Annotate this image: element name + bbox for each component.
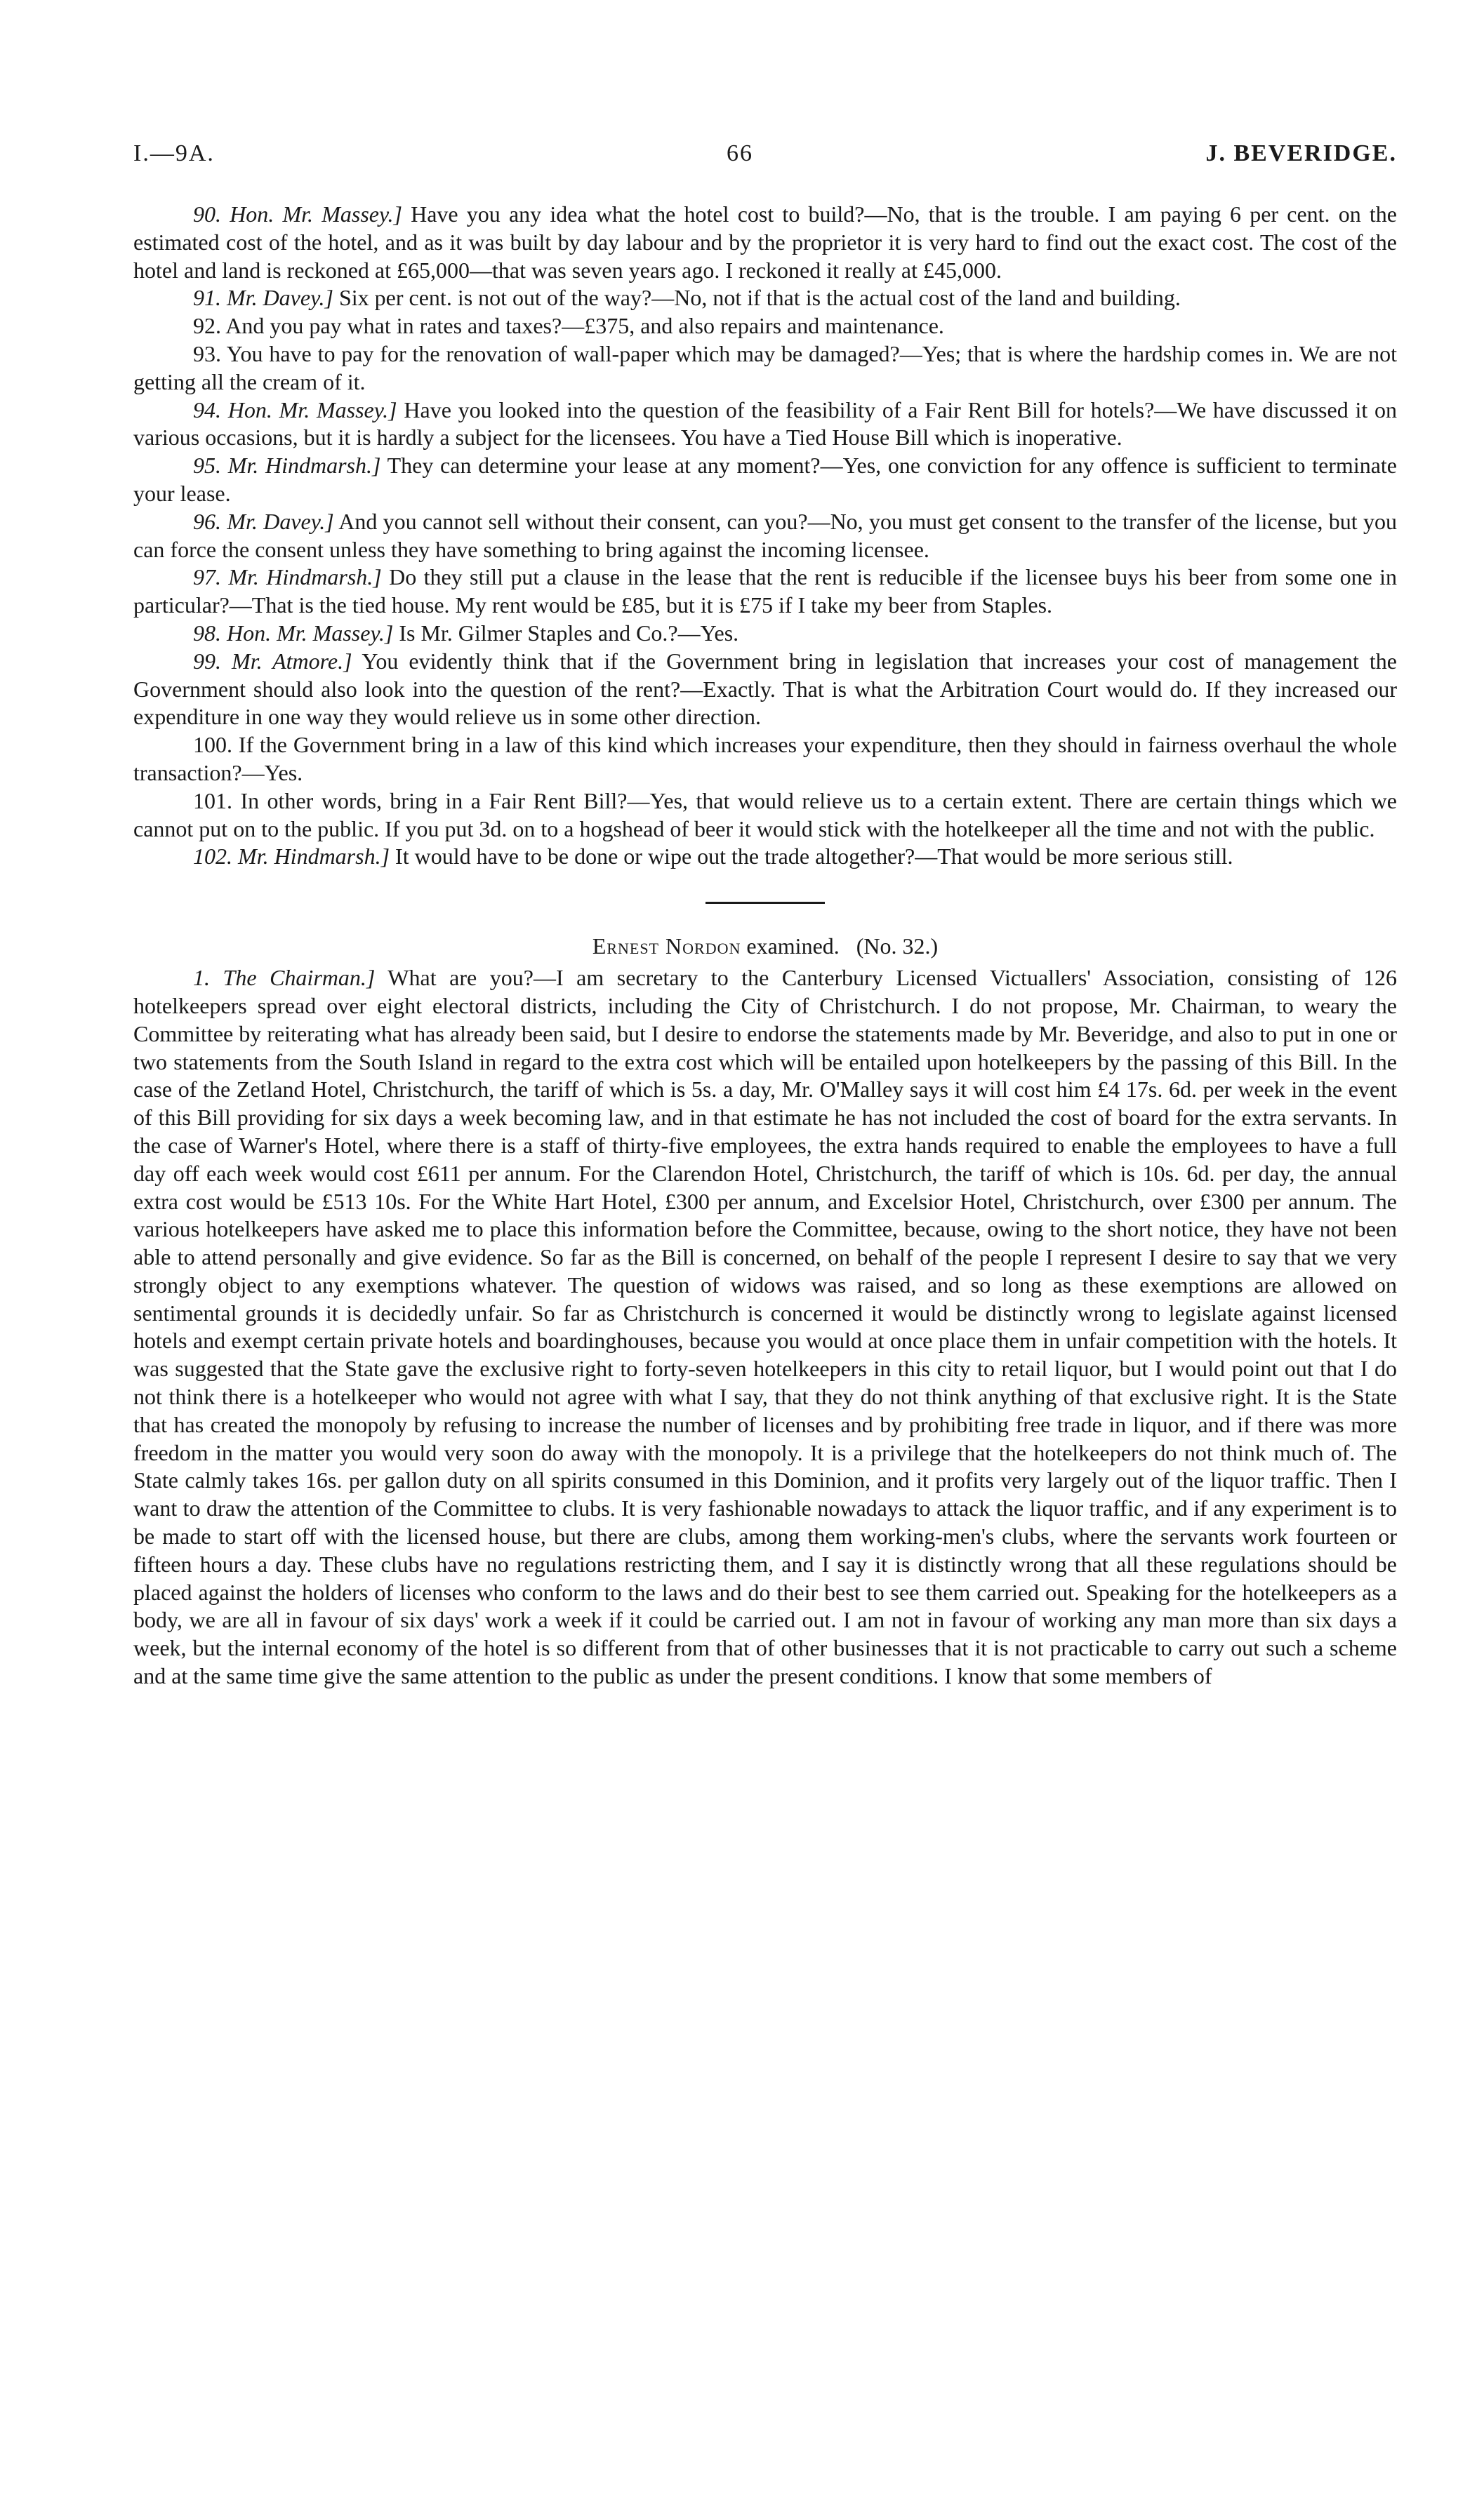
document-reference: I.—9A. xyxy=(133,140,215,166)
question-97 xyxy=(133,564,1397,620)
question-text: Is Mr. Gilmer Staples and Co.?—Yes. xyxy=(393,620,739,646)
question-101 xyxy=(133,787,1397,844)
witness-running-head: J. BEVERIDGE. xyxy=(1205,140,1397,166)
question-text: And you cannot sell without their consent, can you?—No, you must get consent to the transfer of the license, but you can force the consent unless they have something to bring against the incoming licensee. xyxy=(133,508,1398,562)
speaker: 96. Mr. Davey.] xyxy=(193,508,334,534)
speaker: 94. Hon. Mr. Massey.] xyxy=(193,396,397,422)
speaker: 98. Hon. Mr. Massey.] xyxy=(193,620,394,646)
document-page xyxy=(133,140,1397,1691)
speaker: 97. Mr. Hindmarsh.] xyxy=(193,564,382,590)
question-94 xyxy=(133,396,1397,453)
question-98 xyxy=(133,620,1397,648)
question-92 xyxy=(133,312,1397,340)
witness-heading xyxy=(133,932,1397,960)
question-text: They can determine your lease at any moment?—Yes, one conviction for any offence is sufficient to terminate your lease. xyxy=(133,453,1398,506)
page-header xyxy=(133,140,1397,182)
question-91 xyxy=(133,284,1397,312)
witness-number: (No. 32.) xyxy=(856,933,939,959)
question-text: Have you looked into the question of the feasibility of a Fair Rent Bill for hotels?—We have discussed it on various occasions, but it is hardly a subject for the licensees. You have a Tied House Bill which is inoperative. xyxy=(133,396,1398,451)
speaker: 102. Mr. Hindmarsh.] xyxy=(193,844,390,869)
speaker: 1. The Chairman.] xyxy=(193,965,376,991)
question-text: Do they still put a clause in the lease that the rent is reducible if the licensee buys his beer from some one in particular?—That is the tied house. My rent would be £85, but it is £75 if I take my beer from Staples. xyxy=(133,564,1398,618)
witness-statement xyxy=(133,964,1397,1691)
question-text: Six per cent. is not out of the way?—No, not if that is the actual cost of the land and building. xyxy=(333,285,1181,311)
question-text: 92. And you pay what in rates and taxes?—£375, and also repairs and maintenance. xyxy=(193,313,944,339)
question-90 xyxy=(133,201,1397,284)
question-text: Have you any idea what the hotel cost to build?—No, that is the trouble. I am paying 6 per cent. on the estimated cost of the hotel, and as it was built by day labour and by the proprietor it is very hard to find out the exact cost. The cost of the hotel and land is reckoned at £65,000—that was seven years ago. I reckoned it really at £45,000. xyxy=(133,201,1397,283)
speaker: 99. Mr. Atmore.] xyxy=(193,648,352,674)
question-text: 93. You have to pay for the renovation of wall-paper which may be damaged?—Yes; that is where the hardship comes in. We are not getting all the cream of it. xyxy=(133,340,1397,394)
question-100 xyxy=(133,731,1397,787)
speaker: 95. Mr. Hindmarsh.] xyxy=(193,453,381,479)
question-text: 100. If the Government bring in a law of this kind which increases your expenditure, then they should in fairness overhaul the whole transaction?—Yes. xyxy=(133,732,1397,785)
question-text: You evidently think that if the Government bring in legislation that increases your cost of management the Government should also look into the question of the rent?—Exactly. That is what the Arbitration Court would do. If they increased our expenditure in one way they would relieve us in some other direction. xyxy=(133,648,1398,730)
question-list xyxy=(133,201,1397,871)
question-text: 101. In other words, bring in a Fair Rent Bill?—Yes, that would relieve us to a certain extent. There are certain things which we cannot put on to the public. If you put 3d. on to a hogshead of beer it would stick with the hotelkeeper all the time and not with the public. xyxy=(133,787,1397,841)
question-95 xyxy=(133,452,1397,508)
question-text: It would have to be done or wipe out the trade altogether?—That would be more serious still. xyxy=(390,844,1233,869)
page-number: 66 xyxy=(727,140,753,166)
witness-name: Ernest Nordon xyxy=(592,933,741,959)
question-93 xyxy=(133,340,1397,396)
question-99 xyxy=(133,648,1397,731)
section-divider xyxy=(705,902,825,904)
question-96 xyxy=(133,508,1397,564)
statement-text: What are you?—I am secretary to the Canterbury Licensed Victuallers' Association, consisting of 126 hotelkeepers spread over eight electoral districts, including the City of Christchurch. I do not propose, Mr. Chairman, to weary the Committee by reiterating what has already been said, but I desire to endorse the statements made by Mr. Beveridge, and also to put in one or two statements from the South Island in regard to the extra cost which will be entailed upon hotelkeepers by the passing of this Bill. In the case of the Zetland Hotel, Christchurch, the tariff of which is 5s. a day, Mr. O'Malley says it will cost him £4 17s. 6d. per week in the event of this Bill providing for six days a week becoming law, and in that estimate he has not included the cost of board for the extra servants. In the case of Warner's Hotel, where there is a staff of thirty-five employees, the extra hands required to enable the employees to have a full day off each week would cost £611 per annum. For the Clarendon Hotel, Christchurch, the tariff of which is 10s. 6d. per day, the annual extra cost would be £513 10s. For the White Hart Hotel, £300 per annum, and Excelsior Hotel, Christchurch, over £300 per annum. The various hotelkeepers have asked me to place this information before the Committee, because, owing to the short notice, they have not been able to attend personally and give evidence. So far as the Bill is concerned, on behalf of the people I represent I desire to say that we very strongly object to any exemptions whatever. The question of widows was raised, and so long as these exemptions are allowed on sentimental grounds it is decidedly unfair. So far as Christchurch is concerned it would be distinctly wrong to legislate against licensed hotels and exempt certain private hotels and boardinghouses, because you would at once place them in unfair competition with the hotels. It was suggested that the State gave the exclusive right to forty-seven hotelkeepers in this city to retail liquor, but I would point out that I do not think there is a hotelkeeper who would not agree with what I say, that they do not think anything of that exclusive right. It is the State that has created the monopoly by refusing to increase the number of licenses and by prohibiting free trade in liquor, and if there was more freedom in the matter you would very soon do away with the monopoly. It is a privilege that the hotelkeepers do not think much of. The State calmly takes 16s. per gallon duty on all spirits consumed in this Dominion, and it profits very largely out of the liquor traffic. Then I want to draw the attention of the Committee to clubs. It is very fashionable nowadays to attack the liquor traffic, and if any experiment is to be made to start off with the licensed house, but there are clubs, among them working-men's clubs, where the servants work fourteen or fifteen hours a day. These clubs have no regulations restricting them, and I say it is distinctly wrong that all these regulations should be placed against the holders of licenses who conform to the laws and do their best to see them carried out. Speaking for the hotelkeepers as a body, we are all in favour of six days' work a week if it could be carried out. I am not in favour of working any man more than six days a week, but the internal economy of the hotel is so different from that of other businesses that it is not practicable to carry out such a scheme and at the same time give the same attention to the public as under the present conditions. I know that some members of xyxy=(133,965,1398,1689)
examined-label: examined. xyxy=(741,933,840,959)
question-102 xyxy=(133,843,1397,871)
speaker: 90. Hon. Mr. Massey.] xyxy=(193,201,402,227)
speaker: 91. Mr. Davey.] xyxy=(193,285,333,311)
